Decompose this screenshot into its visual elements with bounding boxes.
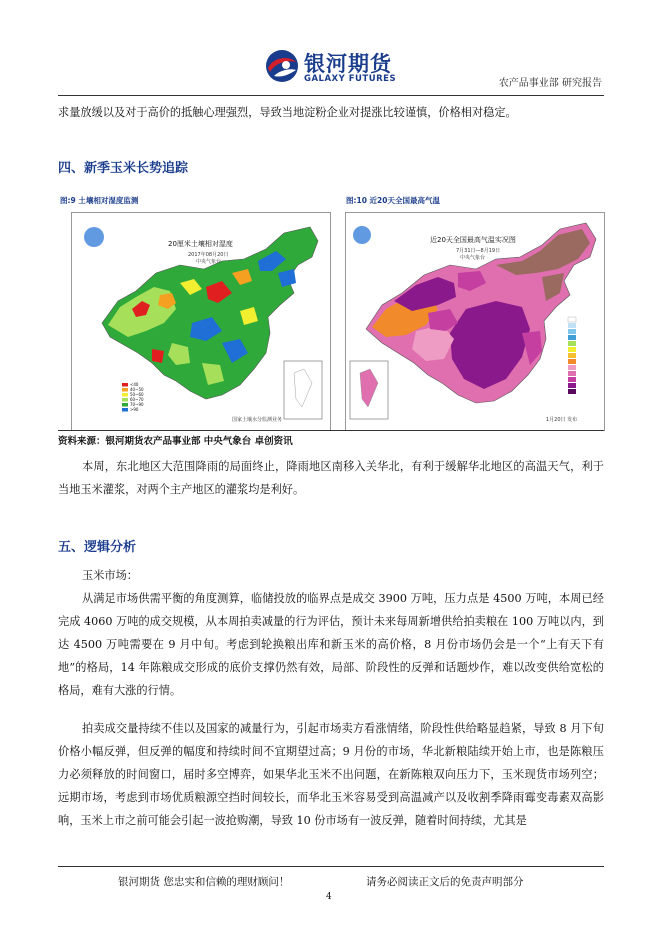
max-temperature-map xyxy=(345,212,605,431)
temp-map-footer: 1月20日 发布 xyxy=(546,417,578,423)
temp-map-date: 7月31日—8月19日 xyxy=(456,248,501,254)
page-number: 4 xyxy=(326,892,332,902)
header-divider xyxy=(58,95,604,96)
legend-label: >90 xyxy=(130,407,139,412)
source-divider xyxy=(58,430,604,431)
section-4-heading: 四、新季玉米长势追踪 xyxy=(58,161,189,176)
footer-slogan: 银河期货 您忠实和信赖的理财顾问！ xyxy=(118,876,290,888)
cma-emblem-icon xyxy=(84,227,104,247)
analysis-paragraph-2: 拍卖成交量持续不佳以及国家的减量行为，引起市场卖方看涨情绪，阶段性供给略显趋紧，导致 8 月下旬价格小幅反弹，但反弹的幅度和持续时间不宜期望过高；9 月份的市场，华北新粮陆续开始上市，也是陈粮压力必须释放的时间窗口，届时多空博弈，如果华北玉米不出问题，在新陈粮双向压力下，玉米现货市场列空；远期市场，考虑到市场优质粮源空挡时间较长，而华北玉米容易受到高温减产以及收割季降雨霉变毒素双高影响，玉米上市之前可能会引起一波抢购潮，导致 10 份市场有一波反弹，随着时间持续，尤其是 xyxy=(58,722,604,827)
analysis-paragraph-1: 从满足市场供需平衡的角度测算，临储投放的临界点是成交 3900 万吨，压力点是 4500 万吨，本周已经完成 4060 万吨的成交规模，从本周拍卖减量的行为评估，预计未来每周新增供给拍卖粮在 100 万吨以内，到达 4500 万吨需要在 9 月中旬。考虑到轮换粮出库和新玉米的高价格，8 月份市场仍会是一个“上有天下有地”的格局，14 年陈粮成交形成的底价支撑仍然有效，局部、阶段性的反弹和话题炒作，难以改变供给宽松的格局，难有大涨的行情。 xyxy=(58,592,604,697)
section-5-heading: 五、逻辑分析 xyxy=(58,540,137,555)
figure-source: 资料来源：银河期货农产品事业部 中央气象台 卓创资讯 xyxy=(58,436,293,447)
soil-map-date: 2017年08月20日 xyxy=(188,252,229,258)
galaxy-logo-icon xyxy=(264,48,300,84)
figure-9-caption: 图:9 土壤相对湿度监测 xyxy=(60,196,139,205)
page-header xyxy=(58,44,604,96)
soil-map-footer: 国家土壤水分监测业务 xyxy=(232,417,283,423)
temp-map-title: 近20天全国最高气温实况图 xyxy=(430,236,516,244)
cma-emblem-icon xyxy=(353,226,371,244)
legend-label: 60~70 xyxy=(130,397,144,402)
soil-map-title: 20厘米土壤相对湿度 xyxy=(168,240,233,248)
legend-label: 50~60 xyxy=(130,392,144,397)
intro-paragraph: 求量放缓以及对于高价的抵触心理强烈，导致当地淀粉企业对提涨比较谨慎，价格相对稳定。 xyxy=(58,106,517,119)
company-logo xyxy=(264,48,464,88)
soil-map-agency: 中央气象台 xyxy=(196,259,222,265)
logo-chinese-name: 银河期货 xyxy=(304,52,392,76)
logo-english-name: GALAXY FUTURES xyxy=(304,74,397,84)
footer-disclaimer-note: 请务必阅读正文后的免责声明部分 xyxy=(366,876,524,888)
legend-label: <40 xyxy=(130,382,139,387)
footer-divider xyxy=(58,866,604,867)
soil-moisture-map xyxy=(71,212,331,431)
weather-paragraph: 本周，东北地区大范围降雨的局面终止，降雨地区南移入关华北，有利于缓解华北地区的高温天气，利于当地玉米灌浆，对两个主产地区的灌浆均是利好。 xyxy=(58,460,604,496)
temp-map-agency: 中央气象台 xyxy=(460,255,486,261)
legend-label: 70~90 xyxy=(130,402,144,407)
corn-market-label: 玉米市场： xyxy=(82,569,138,582)
department-label: 农产品事业部 研究报告 xyxy=(498,78,602,89)
max-temperature-map-graphic xyxy=(346,213,604,430)
figure-10-caption: 图:10 近20天全国最高气温 xyxy=(346,196,440,205)
legend-label: 40~50 xyxy=(130,387,144,392)
